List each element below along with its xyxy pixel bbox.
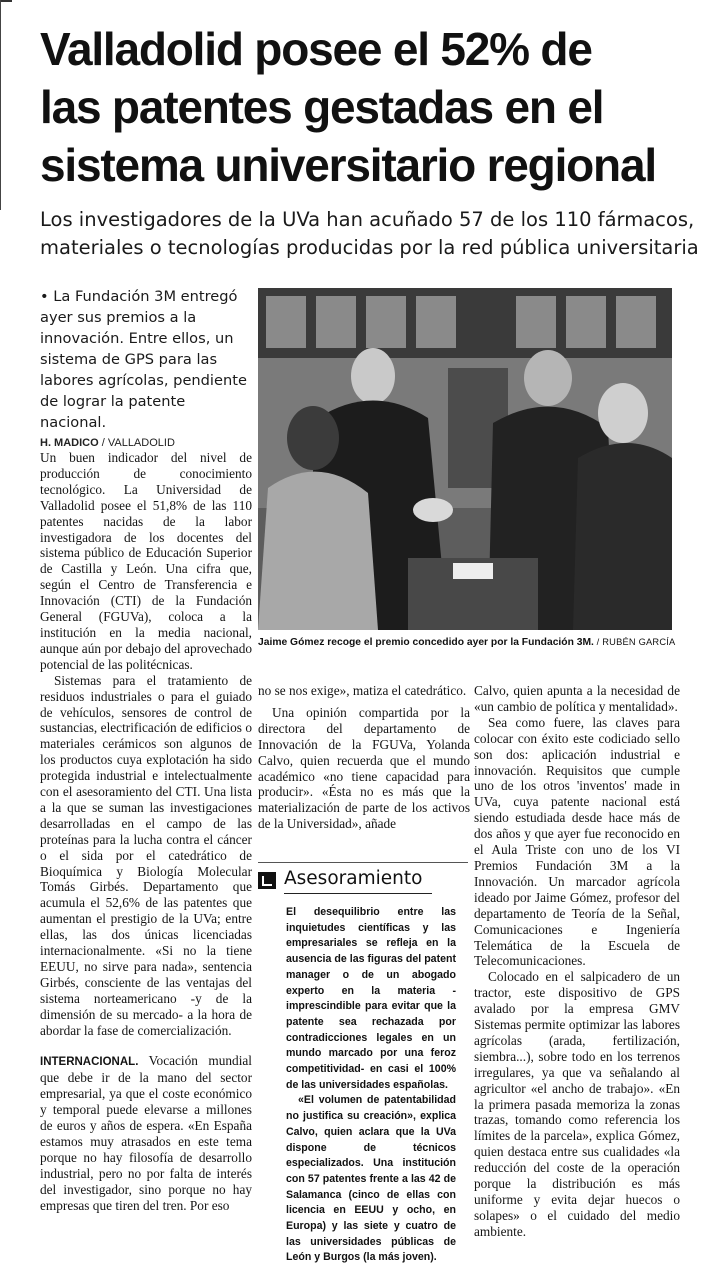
body-paragraph: Sea como fuere, las claves para colocar con éxito este codiciado sello son dos: aplicación industrial e innovación. Requisitos que cumple uno de los otros 'inventos' made in UVa, cuya patente nacional está siendo estudiada desde hace más de dos años y que ayer fue reconocido en el Aula Triste con uno de los VI Premios Fundación 3M a la Innovación. Un marcador agrícola ideado por Jaime Gómez, profesor del departamento de Teoría de la Señal, Comunicaciones e Ingeniería Telemática de la Escuela de Telecomunicaciones. — [474, 714, 680, 969]
body-column-2 — [258, 683, 470, 832]
sidebar-paragraph: «El volumen de patentabilidad no justifica su creación», explica Calvo, quien aclara que la UVa dispone de técnicos especializados. Una institución con 57 patentes frente a las 42 de Salamanca (cinco de ellas con licencia en EEUU y ocho, en Europa) y las siete y cuatro de las universidades públicas de León y Burgos (la más joven). — [286, 1094, 456, 1264]
body-paragraph: Calvo, quien apunta a la necesidad de «un cambio de política y mentalidad». — [474, 683, 680, 714]
body-paragraph — [40, 1053, 252, 1214]
subheadline — [40, 206, 710, 262]
subheadline-line-1: Los investigadores de la UVa han acuñado 57 de los 110 fármacos, — [40, 208, 695, 231]
headline — [40, 20, 700, 194]
caption-credit-separator: / — [593, 637, 603, 647]
headline-line-1: Valladolid posee el 52% de — [40, 23, 592, 75]
byline-author: H. MADICO — [40, 437, 99, 449]
headline-line-2: las patentes gestadas en el — [40, 81, 604, 133]
sidebar-paragraph: El desequilibrio entre las inquietudes científicas y las empresariales se refleja en la ausencia de las figuras del patent manager o de un abogado experto en la materia -imprescindible para evitar que la patente sea rechazada por contradicciones legales en un mundo marcado por una feroz competitividad- en casi el 100% de las universidades españolas. — [286, 906, 456, 1091]
byline — [40, 437, 254, 449]
byline-separator: / — [98, 437, 108, 449]
sidebar-title-underline — [284, 893, 432, 894]
sidebar-marker-icon — [258, 872, 276, 889]
body-column-1 — [40, 450, 252, 1214]
caption-text: Jaime Gómez recoge el premio concedido ayer por la Fundación 3M. — [258, 637, 594, 648]
scan-left-edge — [0, 0, 4, 210]
byline-place: VALLADOLID — [107, 437, 175, 449]
sidebar-body — [286, 905, 456, 1266]
sidebar-top-rule — [258, 862, 468, 863]
subheadline-line-2: materiales o tecnologías producidas por la red pública universitaria — [40, 236, 699, 259]
body-column-3 — [474, 683, 680, 1240]
body-paragraph-text: Vocación mundial que debe ir de la mano del sector empresarial, ya que el coste económico y temporal puede elevarse a millones de euros y años de espera. «En España estamos muy atrasados en este tema porque no hay filosofía de desarrollo industrial, pero no por falta de interés del investigador, sino porque no hay empresas que tiren del tren. Por eso — [40, 1052, 252, 1213]
body-paragraph: Un buen indicador del nivel de producción de conocimiento tecnológico. La Universidad de Valladolid posee el 51,8% de las 110 patentes nacidas de la labor investigadora de los docentes del sistema público de Educación Superior de Castilla y León. Una cifra que, según el Centro de Transferencia e Innovación (CTI) de la Fundación General (FGUVa), coloca a la institución en la media nacional, aunque aún por debajo del aprovechado potencial de las politécnicas. — [40, 450, 252, 672]
body-paragraph: Colocado en el salpicadero de un tractor, este dispositivo de GPS avalado por la empresa GMV Sistemas permite optimizar las labores agrícolas (arada, fertilización, siembra...), sobre todo en los terrenos irregulares, ya que va señalando al agricultor «el ancho de trabajo». «En la primera pasada memoriza la zonas trazas, tomando como referencia los límites de la parcela», explica Gómez, quien destaca entre sus cualidades «la reducción del coste de la operación porque la distribución es más uniforme y evita dejar huecos o solapes» o el cuidado del medio ambiente. — [474, 969, 680, 1239]
sidebar-title: Asesoramiento — [284, 868, 423, 889]
news-photo — [258, 288, 672, 630]
photo-illustration — [258, 288, 672, 630]
photo-caption — [258, 637, 678, 648]
body-paragraph: Una opinión compartida por la directora del departamento de Innovación de la FGUVa, Yolanda Calvo, quien recuerda que el mundo académico «no tiene capacidad para producir». «Ésta no es más que la materialización de parte de los activos de la Universidad», añade — [258, 704, 470, 832]
sidebar-heading — [258, 868, 434, 892]
lead-summary: • La Fundación 3M entregó ayer sus premios a la innovación. Entre ellos, un sistema de GPS para las labores agrícolas, pendiente de lograr la patente nacional. — [40, 288, 247, 431]
section-runin-heading: INTERNACIONAL. — [40, 1055, 139, 1068]
headline-line-3: sistema universitario regional — [40, 139, 656, 191]
body-paragraph: Sistemas para el tratamiento de residuos industriales o para el guiado de vehículos, sensores de control de sustancias, electrificación de edificios o materiales cerámicos son algunos de los productos cuya explotación ha sido protegida industrial e intelectualmente con el asesoramiento del CTI. Una lista a la que se suman las investigaciones desarrolladas en el campo de las proteínas para la lucha contra el cáncer o el sida por el catedrático de Bioquímica y Biología Molecular Tomás Girbés. Departamento que acumula el 52,6% de las patentes que aumentan el prestigio de la UVa; entre ellas, las dos únicas licenciadas internacionalmente. «Si no la tiene EEUU, no sirve para nada», sentencia Girbés, consciente de las ventajas del sistema norteamericano -y de la dimensión de su mercado- a la hora de abordar la fase de comercialización. — [40, 672, 252, 1038]
body-paragraph: no se nos exige», matiza el catedrático. — [258, 683, 467, 698]
photo-credit: RUBÉN GARCÍA — [602, 637, 676, 647]
